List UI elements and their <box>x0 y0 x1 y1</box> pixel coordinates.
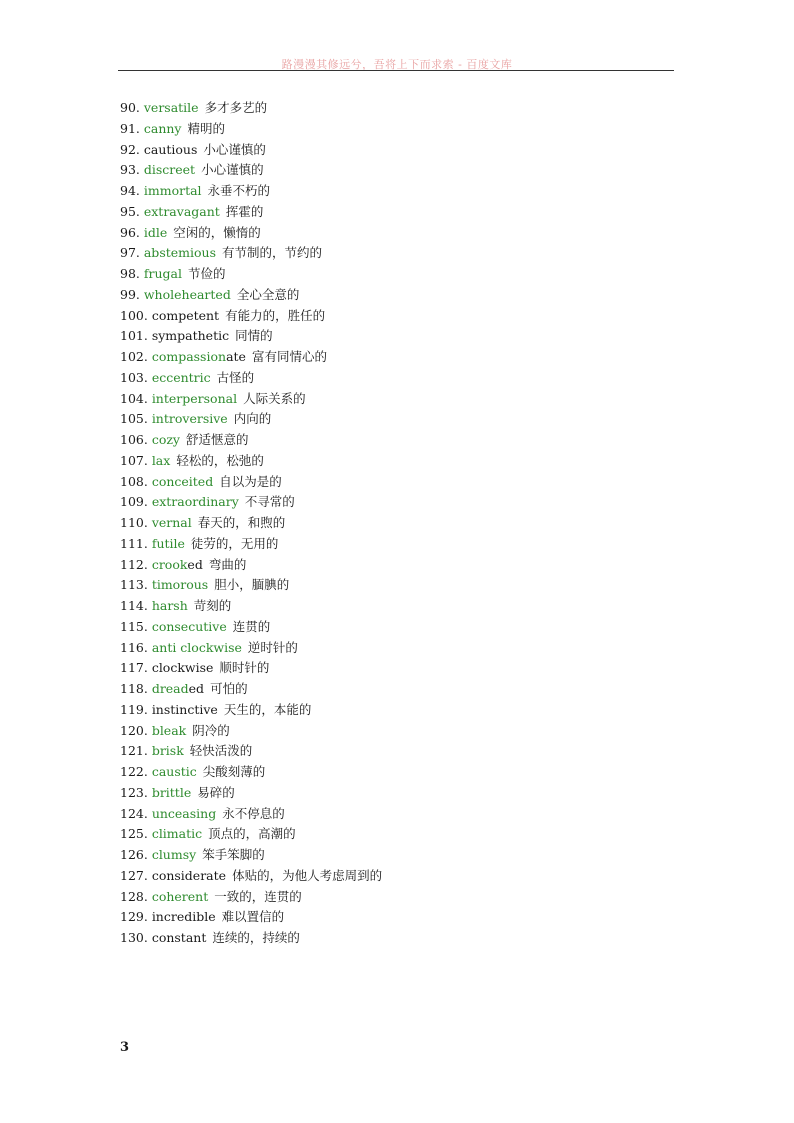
entry-translation: 空闲的，懒惰的 <box>173 224 261 240</box>
entry-number: 94. <box>120 183 144 198</box>
entry-number: 97. <box>120 245 144 261</box>
vocab-entry <box>120 264 382 285</box>
vocab-entry <box>120 700 382 721</box>
entry-word-highlight: interpersonal <box>151 390 238 406</box>
entry-word-highlight: vernal <box>151 515 192 530</box>
entry-number: 129. <box>120 909 152 925</box>
entry-word-highlight: consecutive <box>151 618 227 634</box>
entry-word-highlight: unceasing <box>151 805 217 821</box>
entry-word-highlight: conceited <box>151 473 214 489</box>
vocab-entry <box>120 160 382 181</box>
entry-translation: 尖酸刻薄的 <box>202 764 266 779</box>
entry-number: 105. <box>120 411 152 427</box>
entry-number: 91. <box>120 120 144 136</box>
entry-translation: 顶点的，高潮的 <box>208 826 296 842</box>
entry-word-highlight: canny <box>143 120 182 136</box>
entry-translation: 永不停息的 <box>222 805 285 821</box>
entry-translation: 小心谨慎的 <box>203 141 266 157</box>
vocab-entry <box>120 326 382 347</box>
vocab-entry <box>120 845 382 866</box>
entry-number: 130. <box>120 930 152 945</box>
vocab-entry <box>120 98 382 119</box>
header-watermark: 路漫漫其修远兮，吾将上下而求索 - 百度文库 <box>281 58 513 71</box>
vocab-entry <box>120 555 382 576</box>
entry-word-highlight: introversive <box>151 411 228 427</box>
entry-word: constant <box>151 930 207 945</box>
vocab-entry <box>120 492 382 513</box>
vocab-entry <box>120 368 382 389</box>
entry-word-highlight: climatic <box>151 826 203 842</box>
vocab-entry <box>120 409 382 430</box>
entry-translation: 阴冷的 <box>192 722 230 738</box>
vocab-entry <box>120 928 382 949</box>
vocab-entry <box>120 202 382 223</box>
entry-word: cautious <box>143 141 198 157</box>
vocabulary-list <box>120 98 382 949</box>
entry-translation: 自以为是的 <box>219 473 282 489</box>
entry-number: 115. <box>120 618 152 634</box>
entry-word-highlight: timorous <box>151 577 209 593</box>
vocab-entry <box>120 285 382 306</box>
entry-translation: 顺时针的 <box>219 660 270 676</box>
entry-number: 95. <box>120 203 144 219</box>
entry-number: 108. <box>120 473 152 489</box>
entry-translation: 笨手笨脚的 <box>202 847 265 862</box>
entry-translation: 古怪的 <box>216 369 255 385</box>
entry-word-highlight: crook <box>151 556 188 572</box>
entry-word: incredible <box>151 909 216 925</box>
entry-number: 125. <box>120 826 152 842</box>
page-number: 3 <box>120 1040 130 1055</box>
entry-number: 120. <box>120 722 152 738</box>
vocab-entry <box>120 617 382 638</box>
entry-word-highlight: harsh <box>151 598 188 613</box>
entry-translation: 永垂不朽的 <box>207 183 271 198</box>
entry-translation: 天生的，本能的 <box>223 701 312 717</box>
entry-translation: 逆时针的 <box>247 639 298 655</box>
entry-translation: 徒劳的，无用的 <box>190 535 279 551</box>
entry-number: 107. <box>120 452 152 468</box>
entry-word-highlight: futile <box>151 535 185 551</box>
entry-number: 100. <box>120 307 152 323</box>
vocab-entry <box>120 679 382 700</box>
vocab-entry <box>120 741 382 762</box>
vocab-entry <box>120 658 382 679</box>
entry-translation: 有能力的，胜任的 <box>225 307 326 323</box>
entry-word-highlight: bleak <box>151 722 187 738</box>
entry-translation: 易碎的 <box>197 784 235 800</box>
entry-word-highlight: dread <box>151 681 189 696</box>
vocab-entry <box>120 223 382 244</box>
entry-number: 122. <box>120 764 152 779</box>
entry-number: 109. <box>120 494 152 510</box>
vocab-entry <box>120 596 382 617</box>
entry-translation: 舒适惬意的 <box>186 432 249 447</box>
vocab-entry <box>120 824 382 845</box>
entry-word-highlight: anti clockwise <box>151 639 242 655</box>
entry-translation: 弯曲的 <box>208 556 247 572</box>
entry-word: ed <box>187 556 203 572</box>
entry-translation: 全心全意的 <box>236 286 300 302</box>
entry-word: considerate <box>151 867 227 883</box>
entry-number: 121. <box>120 743 152 759</box>
entry-translation: 小心谨慎的 <box>201 162 264 178</box>
entry-word-highlight: cozy <box>151 432 180 447</box>
vocab-entry <box>120 804 382 825</box>
entry-word-highlight: frugal <box>143 266 182 281</box>
entry-word: clockwise <box>151 660 214 676</box>
vocab-entry <box>120 866 382 887</box>
entry-translation: 轻松的，松弛的 <box>176 452 264 468</box>
vocab-entry <box>120 451 382 472</box>
entry-translation: 挥霍的 <box>225 203 264 219</box>
entry-number: 98. <box>120 266 144 281</box>
entry-translation: 富有同情心的 <box>251 349 327 364</box>
entry-word-highlight: extravagant <box>143 203 220 219</box>
entry-translation: 连贯的 <box>232 618 271 634</box>
vocab-entry <box>120 783 382 804</box>
vocab-entry <box>120 762 382 783</box>
vocab-entry <box>120 907 382 928</box>
entry-number: 106. <box>120 432 152 447</box>
entry-translation: 轻快活泼的 <box>189 743 253 759</box>
entry-translation: 苛刻的 <box>193 598 232 613</box>
entry-word-highlight: abstemious <box>143 245 216 261</box>
entry-word-highlight: compassion <box>151 349 227 364</box>
vocab-entry <box>120 513 382 534</box>
entry-translation: 节俭的 <box>187 266 226 281</box>
entry-word: ed <box>188 681 205 696</box>
entry-number: 123. <box>120 784 152 800</box>
entry-number: 112. <box>120 556 152 572</box>
entry-word-highlight: coherent <box>151 888 209 904</box>
entry-word: sympathetic <box>151 328 230 344</box>
entry-number: 117. <box>120 660 152 676</box>
entry-word-highlight: brittle <box>151 784 192 800</box>
vocab-entry <box>120 306 382 327</box>
entry-translation: 体贴的，为他人考虑周到的 <box>232 867 383 883</box>
entry-number: 110. <box>120 515 152 530</box>
entry-word-highlight: wholehearted <box>143 286 231 302</box>
entry-translation: 不寻常的 <box>244 494 295 510</box>
vocab-entry <box>120 534 382 555</box>
entry-number: 118. <box>120 681 152 696</box>
vocab-entry <box>120 347 382 368</box>
vocab-entry <box>120 243 382 264</box>
entry-word-highlight: caustic <box>151 764 197 779</box>
entry-word-highlight: versatile <box>143 100 199 115</box>
entry-word: ate <box>226 349 246 364</box>
vocab-entry <box>120 181 382 202</box>
vocab-entry <box>120 887 382 908</box>
entry-translation: 胆小，腼腆的 <box>214 577 290 593</box>
entry-word-highlight: brisk <box>151 743 184 759</box>
entry-number: 128. <box>120 888 152 904</box>
entry-number: 113. <box>120 577 152 593</box>
entry-number: 102. <box>120 349 152 364</box>
vocab-entry <box>120 575 382 596</box>
entry-number: 103. <box>120 369 152 385</box>
entry-translation: 春天的，和煦的 <box>197 515 286 530</box>
entry-translation: 多才多艺的 <box>204 100 268 115</box>
entry-translation: 一致的，连贯的 <box>214 888 302 904</box>
entry-number: 96. <box>120 224 144 240</box>
entry-translation: 难以置信的 <box>221 909 285 925</box>
vocab-entry <box>120 638 382 659</box>
entry-word-highlight: extraordinary <box>151 494 239 510</box>
entry-number: 93. <box>120 162 144 178</box>
entry-translation: 连续的，持续的 <box>212 930 300 945</box>
entry-number: 99. <box>120 286 144 302</box>
entry-word-highlight: clumsy <box>151 847 197 862</box>
entry-translation: 可怕的 <box>210 681 248 696</box>
entry-number: 116. <box>120 639 152 655</box>
entry-word: competent <box>151 307 220 323</box>
vocab-entry <box>120 389 382 410</box>
entry-translation: 内向的 <box>233 411 272 427</box>
vocab-entry <box>120 430 382 451</box>
vocab-entry <box>120 140 382 161</box>
entry-number: 111. <box>120 535 152 551</box>
entry-word-highlight: lax <box>151 452 171 468</box>
vocab-entry <box>120 119 382 140</box>
entry-translation: 有节制的，节约的 <box>222 245 323 261</box>
entry-number: 92. <box>120 141 144 157</box>
entry-translation: 精明的 <box>187 120 225 136</box>
entry-number: 101. <box>120 328 152 344</box>
entry-number: 127. <box>120 867 152 883</box>
vocab-entry <box>120 721 382 742</box>
entry-word-highlight: discreet <box>143 162 196 178</box>
entry-word: instinctive <box>151 701 218 717</box>
entry-word-highlight: idle <box>143 224 168 240</box>
entry-translation: 人际关系的 <box>243 390 306 406</box>
entry-word-highlight: eccentric <box>151 369 211 385</box>
entry-number: 126. <box>120 847 152 862</box>
entry-word-highlight: immortal <box>143 183 202 198</box>
entry-number: 104. <box>120 390 152 406</box>
entry-number: 114. <box>120 598 152 613</box>
entry-number: 124. <box>120 805 152 821</box>
entry-translation: 同情的 <box>235 328 273 344</box>
vocab-entry <box>120 472 382 493</box>
entry-number: 90. <box>120 100 144 115</box>
header-divider <box>118 70 674 71</box>
entry-number: 119. <box>120 701 152 717</box>
